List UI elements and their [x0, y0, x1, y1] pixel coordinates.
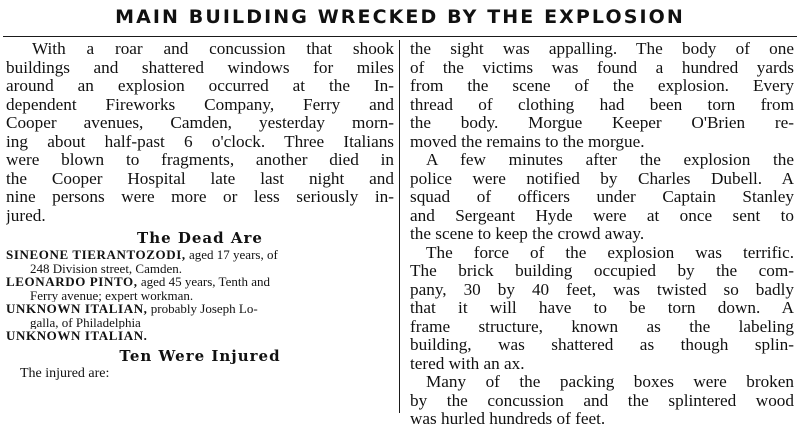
article-line: the scene to keep the crowd away. — [410, 225, 645, 243]
dead-list-item-continuation: Ferry avenue; expert workman. — [30, 288, 194, 302]
dead-detail: aged 17 years, of — [185, 248, 278, 262]
article-line: tered with an ax. — [410, 354, 525, 373]
dead-list — [6, 248, 394, 343]
dead-name: SINEONE TIERANTOZODI, — [6, 248, 186, 262]
lead-paragraph — [6, 40, 394, 225]
article-line: moved the remains to the morgue. — [410, 132, 645, 151]
paragraph-line: With a roar and concussion that shook — [32, 40, 394, 58]
article-line: the body. Morgue Keeper O'Brien re- — [410, 114, 794, 132]
paragraph-line: nine persons were more or less seriously in- — [6, 188, 394, 206]
article-line: that it will have to be torn down. A — [410, 299, 794, 317]
paragraph-line: the Cooper Hospital late last night and — [6, 169, 394, 188]
article-line: building, was shattered as though splin- — [410, 336, 794, 354]
right-column — [410, 40, 794, 429]
left-column — [6, 40, 394, 382]
paragraph-line: were blown to fragments, another died in — [6, 151, 394, 169]
dead-list-item-continuation: 248 Division street, Camden. — [30, 261, 183, 275]
article-line: from the scene of the explosion. Every — [410, 77, 794, 95]
paragraph-line: jured. — [6, 206, 46, 225]
article-line: The force of the explosion was terrific. — [426, 243, 794, 262]
paragraph-line: ing about half-past 6 o'clock. Three Italians — [6, 132, 394, 151]
article-line: police were notified by Charles Dubell. A — [410, 169, 794, 188]
paragraph-line: Cooper avenues, Camden, yesterday morn- — [6, 114, 394, 132]
dead-list-item — [6, 275, 394, 289]
article-line: Many of the packing boxes were broken — [426, 373, 794, 391]
paragraph-line: buildings and shattered windows for miles — [6, 58, 394, 77]
dead-name: LEONARDO PINTO, — [6, 275, 138, 289]
dead-list-item-continuation: galla, of Philadelphia — [30, 315, 141, 329]
injured-intro: The injured are: — [20, 365, 110, 381]
article-line: A few minutes after the explosion the — [426, 151, 794, 169]
injured-subheading: Ten Were Injured — [119, 346, 281, 365]
dead-subheading: The Dead Are — [137, 229, 263, 247]
dead-name: UNKNOWN ITALIAN, — [6, 302, 148, 316]
article-line: and Sergeant Hyde were at once sent to — [410, 206, 794, 225]
article-line: of the victims was found a hundred yards — [410, 58, 794, 77]
article-line: squad of officers under Captain Stanley — [410, 188, 794, 206]
article-line: was hurled hundreds of feet. — [410, 410, 606, 428]
dead-list-item — [6, 329, 394, 343]
paragraph-line: dependent Fireworks Company, Ferry and — [6, 95, 394, 114]
article-line: the sight was appalling. The body of one — [410, 40, 794, 58]
paragraph-line: around an explosion occurred at the In- — [6, 77, 394, 95]
article-line: The brick building occupied by the com- — [410, 262, 794, 280]
dead-detail: probably Joseph Lo- — [147, 302, 258, 316]
headline-rule — [3, 36, 797, 37]
dead-list-item — [6, 302, 394, 316]
dead-detail: aged 45 years, Tenth and — [137, 275, 270, 289]
dead-list-item — [6, 248, 394, 262]
headline: MAIN BUILDING WRECKED BY THE EXPLOSION — [115, 6, 685, 28]
article-line: by the concussion and the splintered wood — [410, 391, 794, 410]
article-line: frame structure, known as the labeling — [410, 317, 794, 336]
dead-name: UNKNOWN ITALIAN. — [6, 329, 148, 343]
article-line: thread of clothing had been torn from — [410, 95, 794, 114]
column-divider — [399, 40, 400, 413]
article-line: pany, 30 by 40 feet, was twisted so badly — [410, 280, 794, 299]
